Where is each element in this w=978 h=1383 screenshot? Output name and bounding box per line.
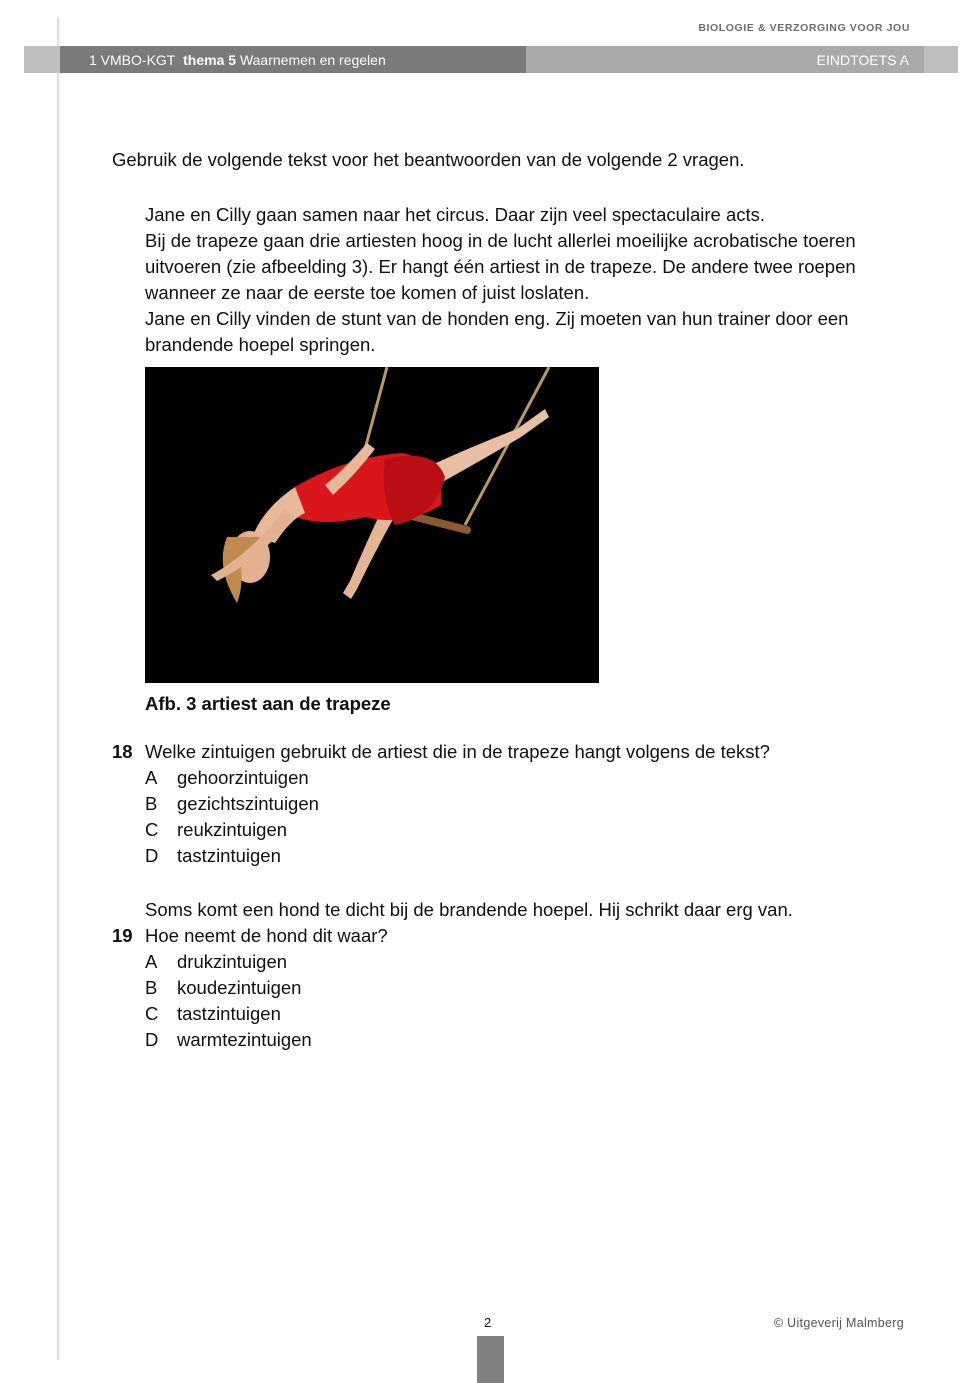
trapeze-illustration [145,367,599,683]
intro-text: Gebruik de volgende tekst voor het beantwoorden van de volgende 2 vragen. [112,149,745,170]
question-18 [0,739,978,765]
option-label: reukzintuigen [177,819,288,840]
option-label: tastzintuigen [177,845,281,866]
option-label: drukzintuigen [177,951,288,972]
option-label: gehoorzintuigen [177,767,309,788]
header-theme-section [60,46,526,73]
level-label: 1 VMBO-KGT [89,52,176,68]
question-number: 19 [112,925,133,946]
option-letter: A [145,767,158,788]
question-text: Welke zintuigen gebruikt de artiest die in de trapeze hangt volgens de tekst? [145,741,770,762]
option-letter: B [145,793,158,814]
trapeze-artist-photo [145,367,599,683]
passage-paragraph: Jane en Cilly gaan samen naar het circus. Daar zijn veel spectaculaire acts. [145,204,766,225]
passage-paragraph: Jane en Cilly vinden de stunt van de honden eng. Zij moeten van hun trainer door een brandende hoepel springen. [145,308,849,355]
figure-caption: Afb. 3 artiest aan de trapeze [145,693,391,714]
copyright-notice: © Uitgeverij Malmberg [773,1316,904,1330]
option-label: warmtezintuigen [177,1029,312,1050]
page-tab-marker [477,1336,504,1383]
passage-paragraph: Bij de trapeze gaan drie artiesten hoog in de lucht allerlei moeilijke acrobatische toeren uitvoeren (zie afbeelding 3). Er hangt één artiest in de trapeze. De andere twee roepen wanneer ze naar de eerste toe komen of juist loslaten. [145,230,856,303]
reading-passage [145,202,885,358]
brand-label: BIOLOGIE & VERZORGING VOOR JOU [698,22,910,34]
question-19 [0,923,978,949]
option-letter: A [145,951,158,972]
question-text: Hoe neemt de hond dit waar? [145,925,388,946]
page-edge-shadow [57,18,60,1360]
option-label: tastzintuigen [177,1003,281,1024]
page-number: 2 [484,1315,492,1330]
option-label: koudezintuigen [177,977,302,998]
theme-label: thema 5 [183,52,237,68]
option-label: gezichtszintuigen [177,793,319,814]
option-letter: C [145,819,159,840]
test-name: EINDTOETS A [526,46,924,73]
option-letter: C [145,1003,159,1024]
option-letter: D [145,1029,159,1050]
option-letter: D [145,845,159,866]
question-number: 18 [112,741,133,762]
option-letter: B [145,977,158,998]
theme-title: Waarnemen en regelen [239,52,386,68]
question-19-context: Soms komt een hond te dicht bij de brandende hoepel. Hij schrikt daar erg van. [145,899,793,920]
